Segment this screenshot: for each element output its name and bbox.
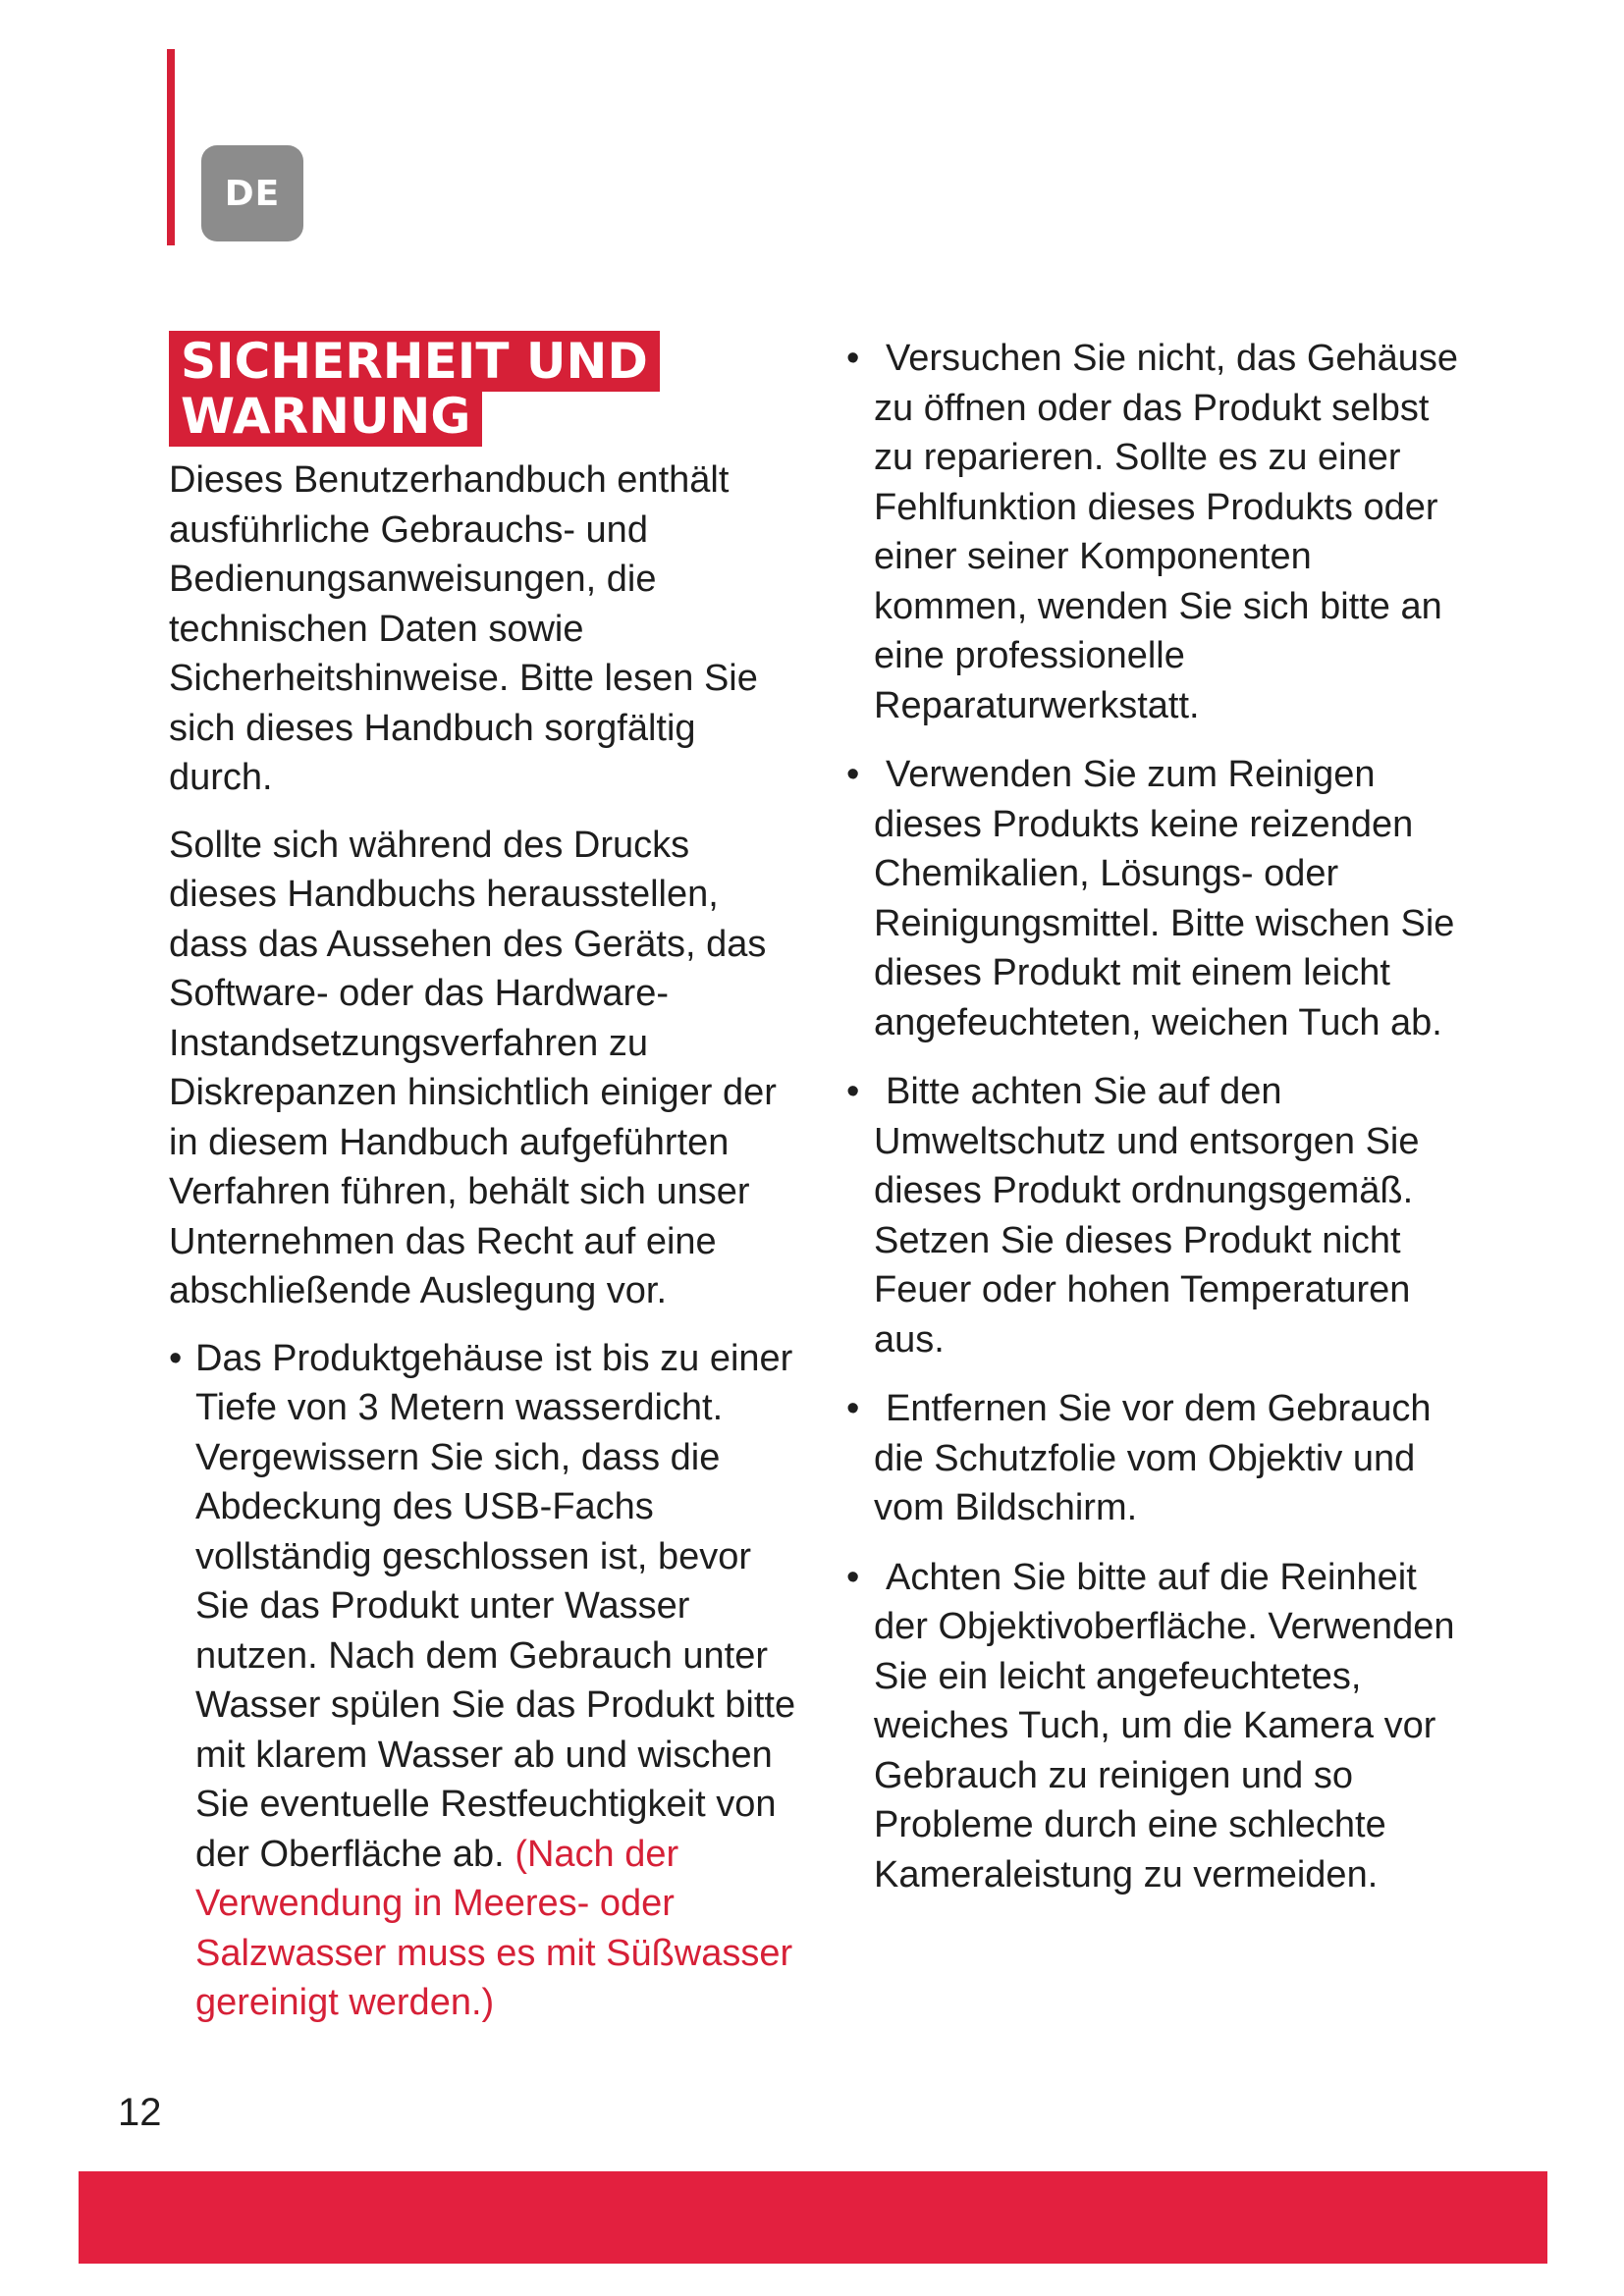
- left-column: [169, 334, 797, 2048]
- bullet-text: Verwenden Sie zum Reinigen dieses Produkts keine reizenden Chemikalien, Lösungs- oder Reinigungsmittel. Bitte wischen Sie dieses Produkt mit einem leicht angefeuchteten, weichen Tuch ab.: [874, 754, 1455, 1043]
- list-item: [844, 1384, 1473, 1533]
- bullet-text: Achten Sie bitte auf die Reinheit der Objektivoberfläche. Verwenden Sie ein leicht angefeuchtetes, weiches Tuch, um die Kamera vor Gebrauch zu reinigen und so Probleme durch eine schlechte Kameraleistung zu vermeiden.: [874, 1556, 1455, 1896]
- intro-paragraph: Sollte sich während des Drucks dieses Handbuchs herausstellen, dass das Aussehen des Geräts, das Software- oder das Hardware-Instandsetzungsverfahren zu Diskrepanzen hinsichtlich einiger der in diesem Handbuch aufgeführten Verfahren führen, behält sich unser Unternehmen das Recht auf eine abschließende Auslegung vor.: [169, 824, 777, 1311]
- intro-paragraph: Dieses Benutzerhandbuch enthält ausführliche Gebrauchs- und Bedienungsanweisungen, die technischen Daten sowie Sicherheitshinweise. Bitte lesen Sie sich dieses Handbuch sorgfältig durch.: [169, 459, 758, 798]
- section-title-text: SICHERHEIT UND WARNUNG: [169, 331, 660, 447]
- section-title: [169, 334, 797, 444]
- list-item: [844, 1553, 1473, 1900]
- footer-bar: [79, 2171, 1547, 2264]
- bullet-icon: •: [846, 1556, 860, 1598]
- bullet-icon: •: [846, 1388, 860, 1429]
- left-bullet-list: [169, 1334, 797, 2028]
- bullet-text: Bitte achten Sie auf den Umweltschutz und entsorgen Sie dieses Produkt ordnungsgemäß. Setzen Sie dieses Produkt nicht Feuer oder hohen Temperaturen aus.: [874, 1071, 1420, 1361]
- language-badge: DE: [201, 145, 303, 241]
- bullet-icon: •: [846, 1071, 860, 1112]
- bullet-icon: •: [846, 338, 860, 379]
- bullet-icon: •: [169, 1337, 183, 1379]
- right-bullet-list: [844, 334, 1473, 1899]
- list-item: [844, 750, 1473, 1047]
- right-column: [844, 334, 1473, 1919]
- saltwater-note: (Nach der Verwendung in Meeres- oder Salzwasser muss es mit Süßwasser gereinigt werden.): [195, 1833, 793, 2023]
- header-accent-rule: [167, 49, 175, 245]
- list-item: [844, 1067, 1473, 1364]
- list-item: [844, 334, 1473, 730]
- bullet-text: Versuchen Sie nicht, das Gehäuse zu öffnen oder das Produkt selbst zu reparieren. Sollte es zu einer Fehlfunktion dieses Produkts oder einer seiner Komponenten kommen, wenden Sie sich bitte an eine professionelle Reparaturwerkstatt.: [874, 338, 1459, 726]
- bullet-text: Entfernen Sie vor dem Gebrauch die Schutzfolie vom Objektiv und vom Bildschirm.: [874, 1388, 1432, 1528]
- bullet-icon: •: [846, 754, 860, 795]
- page-number: 12: [118, 2091, 162, 2134]
- list-item: [169, 1334, 797, 2028]
- bullet-text: Das Produktgehäuse ist bis zu einer Tiefe von 3 Metern wasserdicht. Vergewissern Sie sich, dass die Abdeckung des USB-Fachs vollständig geschlossen ist, bevor Sie das Produkt unter Wasser nutzen. Nach dem Gebrauch unter Wasser spülen Sie das Produkt bitte mit klarem Wasser ab und wischen Sie eventuelle Restfeuchtigkeit von der Oberfläche ab.: [195, 1337, 796, 1875]
